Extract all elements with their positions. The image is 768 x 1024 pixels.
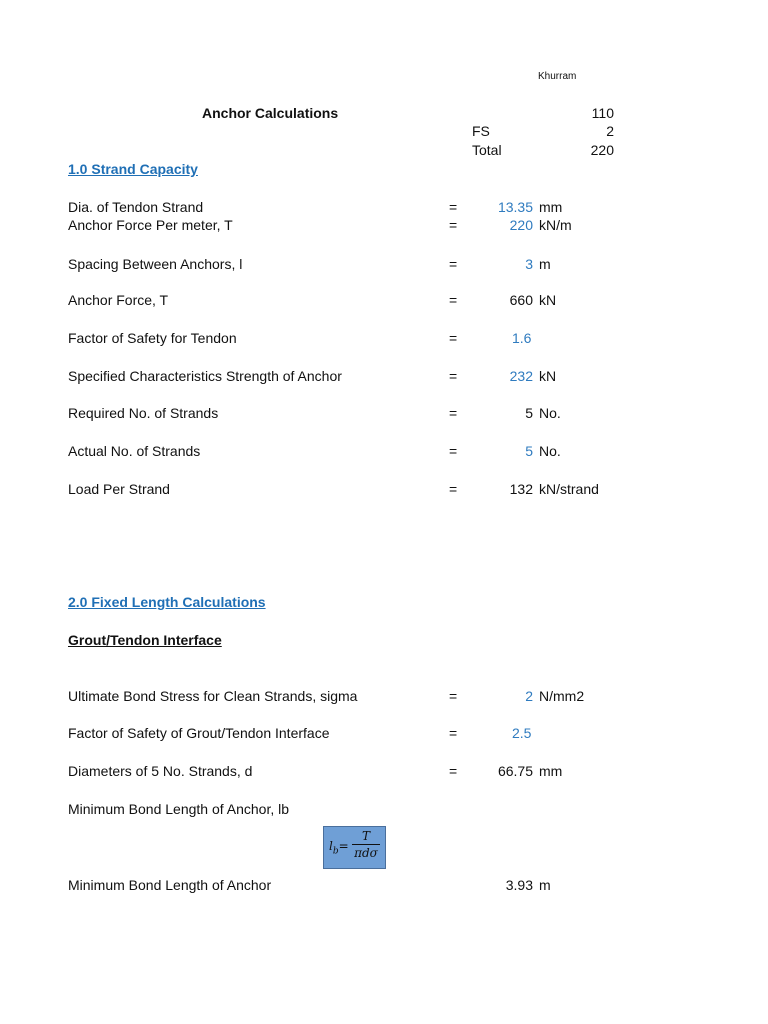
row-label: Actual No. of Strands	[68, 443, 201, 459]
row-equals: =	[449, 199, 458, 215]
row-label: Load Per Strand	[68, 481, 170, 497]
row-equals: =	[449, 292, 458, 308]
row-value-input: 220	[509, 217, 533, 233]
row-value-input: 1.6	[512, 330, 532, 346]
section-heading-strand-capacity: 1.0 Strand Capacity	[68, 161, 198, 177]
row-label: Diameters of 5 No. Strands, d	[68, 763, 253, 779]
formula-fraction: T πdσ	[350, 829, 382, 860]
row-value-input: 3	[525, 256, 533, 272]
row-label: Specified Characteristics Strength of Anchor	[68, 368, 342, 384]
row-unit: m	[539, 877, 551, 893]
row-value-input: 2.5	[512, 725, 532, 741]
row-label: Spacing Between Anchors, l	[68, 256, 243, 272]
row-label: Ultimate Bond Stress for Clean Strands, sigma	[68, 688, 358, 704]
row-value: 660	[509, 292, 533, 308]
row-value: 132	[509, 481, 533, 497]
subsection-heading-grout-tendon: Grout/Tendon Interface	[68, 632, 222, 648]
row-equals: =	[449, 725, 458, 741]
row-value-input: 232	[509, 368, 533, 384]
row-value: 5	[525, 405, 533, 421]
row-unit: mm	[539, 199, 563, 215]
row-value-input: 5	[525, 443, 533, 459]
row-label: Factor of Safety of Grout/Tendon Interface	[68, 725, 330, 741]
summary-label-fs: FS	[472, 123, 490, 139]
row-unit: kN/m	[539, 217, 572, 233]
row-unit: No.	[539, 405, 561, 421]
row-label: Required No. of Strands	[68, 405, 219, 421]
row-unit: m	[539, 256, 551, 272]
row-equals: =	[449, 443, 458, 459]
summary-value-base: 110	[591, 105, 614, 121]
row-value-input: 13.35	[497, 199, 533, 215]
summary-value-total: 220	[590, 142, 614, 158]
row-unit: kN	[539, 368, 557, 384]
row-equals: =	[449, 688, 458, 704]
author-name: Khurram	[538, 71, 577, 82]
row-value-input: 2	[525, 688, 533, 704]
row-equals: =	[449, 368, 458, 384]
row-equals: =	[449, 217, 458, 233]
row-equals: =	[449, 256, 458, 272]
row-label: Anchor Force Per meter, T	[68, 217, 233, 233]
row-unit: kN	[539, 292, 557, 308]
row-unit: mm	[539, 763, 563, 779]
row-label: Dia. of Tendon Strand	[68, 199, 204, 215]
row-equals: =	[449, 481, 458, 497]
summary-value-fs: 2	[606, 123, 614, 139]
row-equals: =	[449, 405, 458, 421]
summary-label-total: Total	[472, 142, 502, 158]
formula-lhs: $l_b=$	[329, 839, 349, 857]
row-equals: =	[449, 763, 458, 779]
bond-length-formula	[323, 826, 386, 869]
row-label: Factor of Safety for Tendon	[68, 330, 237, 346]
document-title: Anchor Calculations	[202, 105, 339, 121]
row-value: 3.93	[505, 877, 533, 893]
row-equals: =	[449, 330, 458, 346]
row-value: 66.75	[497, 763, 533, 779]
row-unit: No.	[539, 443, 561, 459]
row-label: Minimum Bond Length of Anchor	[68, 877, 272, 893]
section-heading-fixed-length: 2.0 Fixed Length Calculations	[68, 594, 266, 610]
row-label: Minimum Bond Length of Anchor, lb	[68, 801, 290, 817]
row-unit: N/mm2	[539, 688, 585, 704]
row-unit: kN/strand	[539, 481, 599, 497]
row-label: Anchor Force, T	[68, 292, 169, 308]
